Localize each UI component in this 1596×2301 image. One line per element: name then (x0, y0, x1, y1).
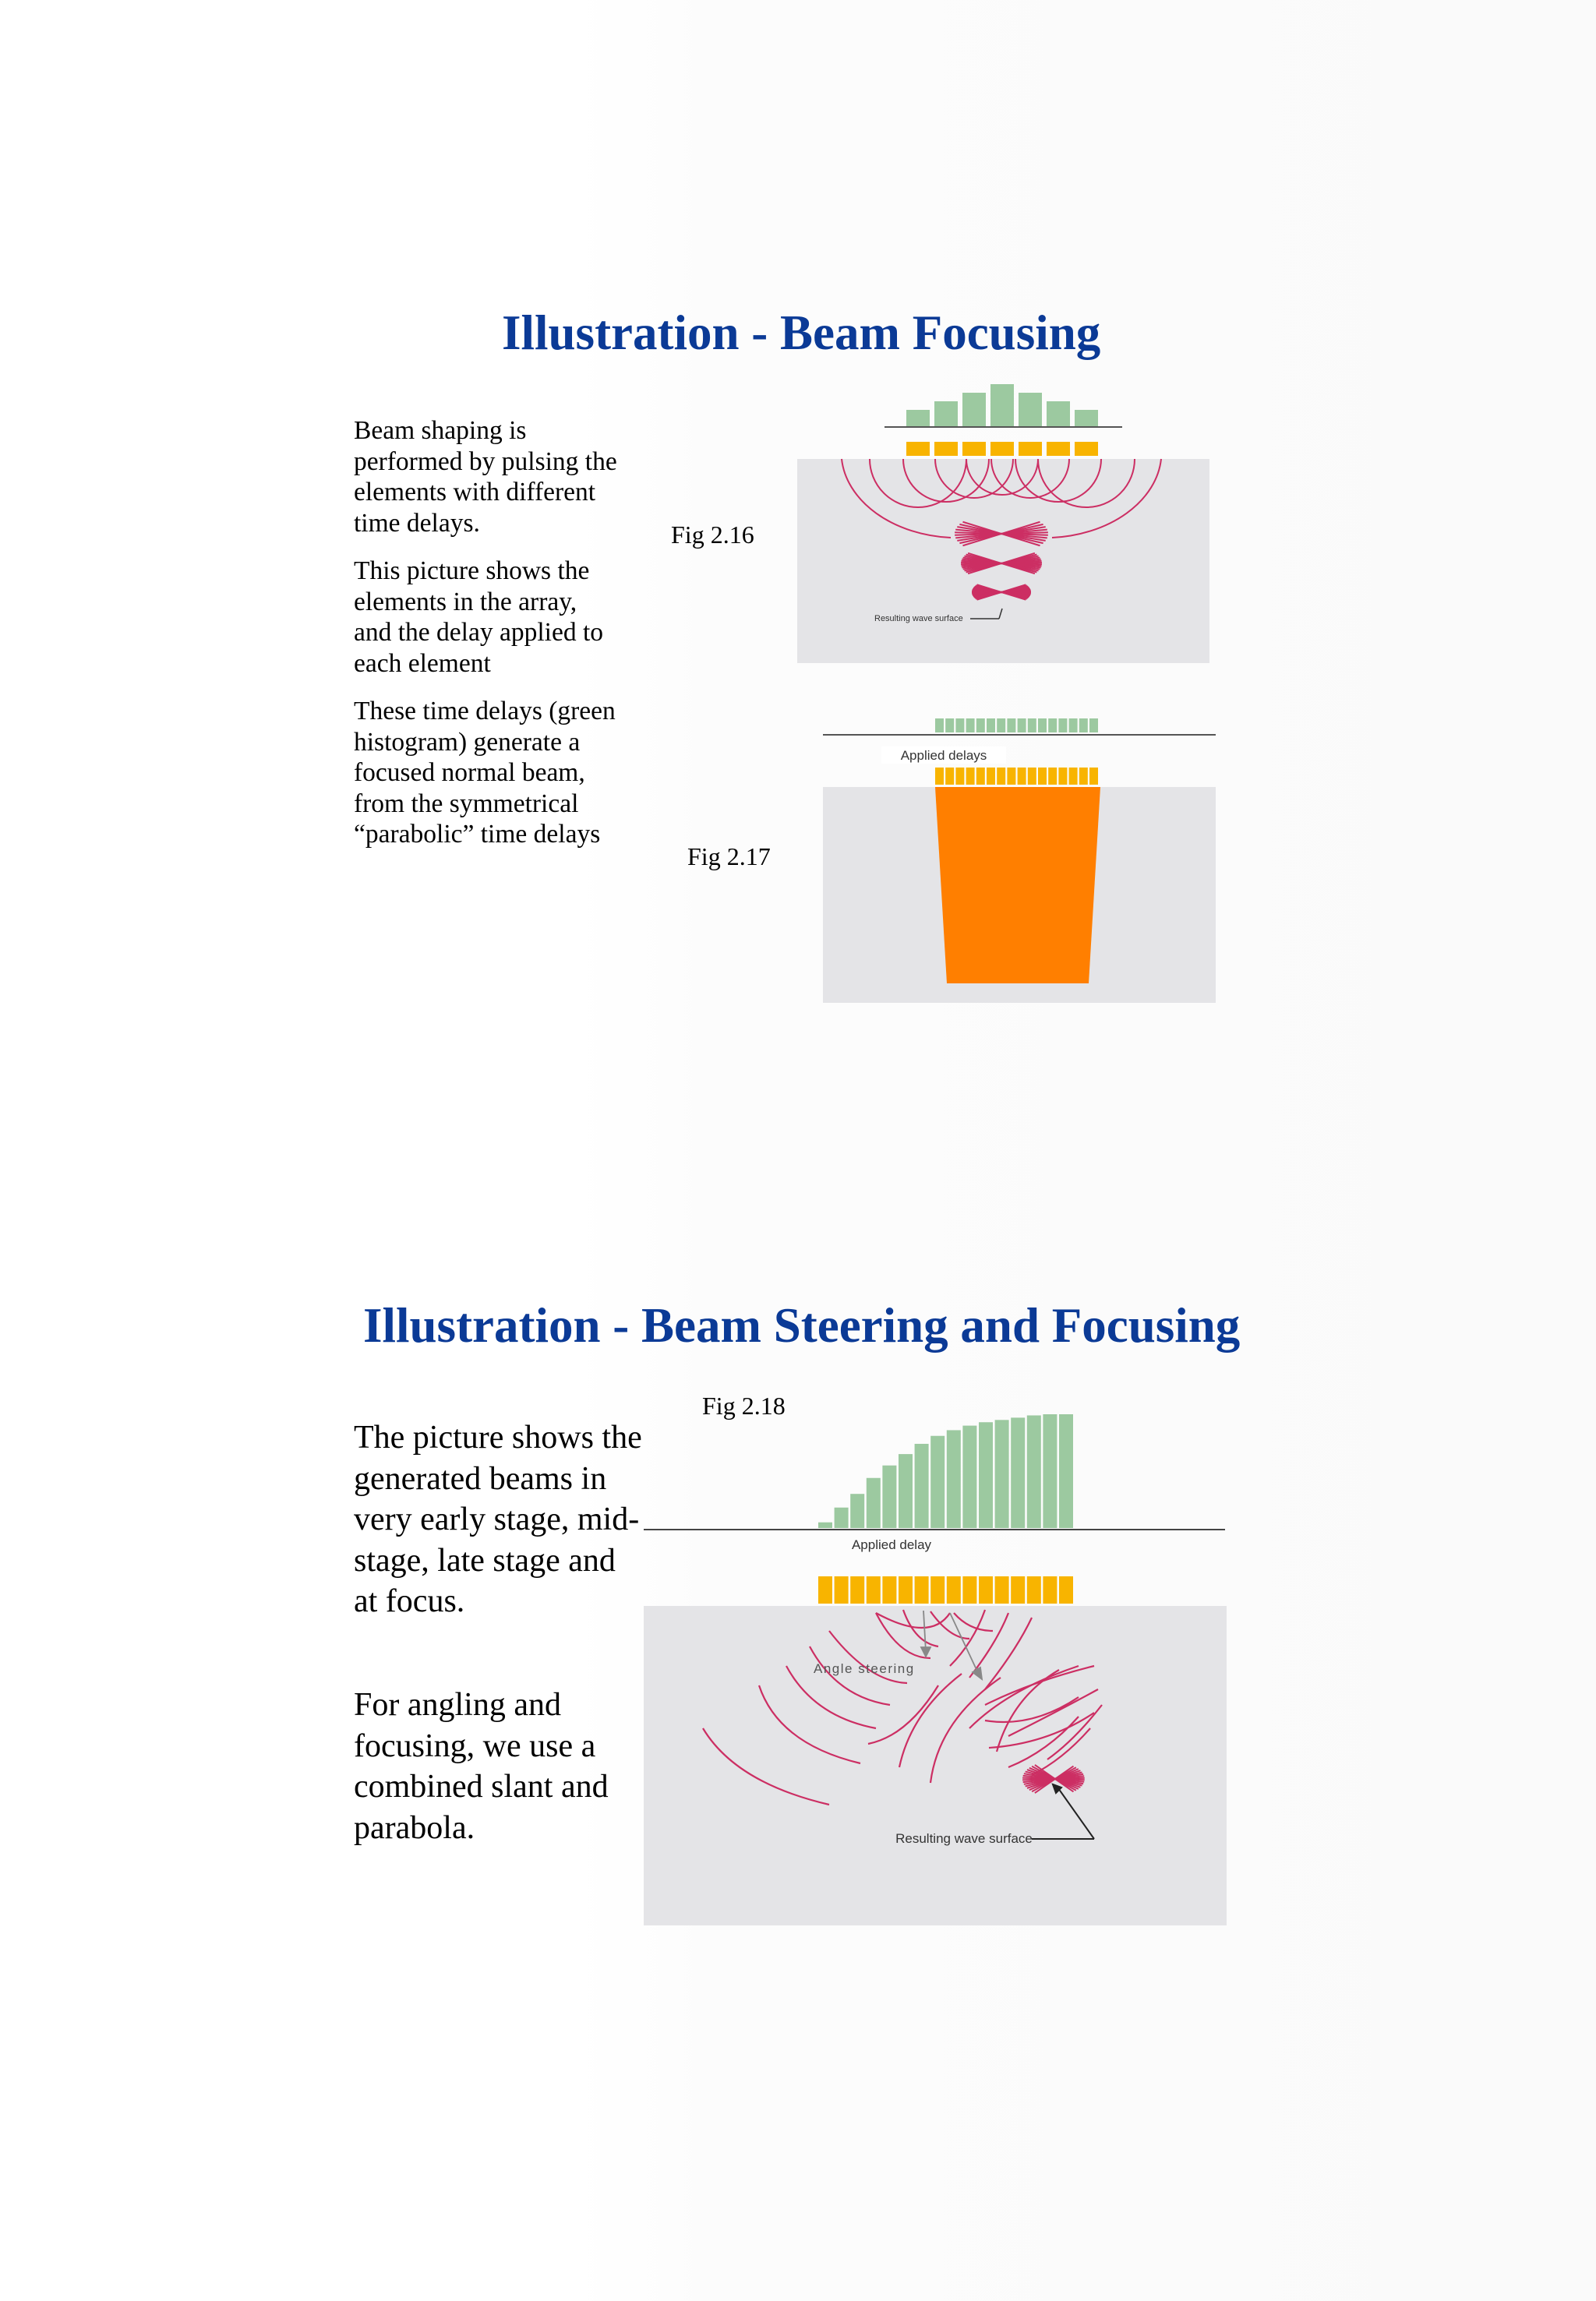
delay-bar (882, 1466, 896, 1528)
array-element (1043, 1576, 1057, 1604)
array-element (1089, 768, 1098, 785)
delay-bar (1069, 718, 1078, 732)
fig-2-18-label: Fig 2.18 (702, 1392, 786, 1420)
array-element (962, 442, 986, 456)
delay-bar (930, 1436, 945, 1528)
delay-bar (945, 718, 954, 732)
array-element (882, 1576, 896, 1604)
fig-2-17-diagram (820, 715, 1217, 1004)
array-element (979, 1576, 993, 1604)
delay-bar (1079, 718, 1088, 732)
delay-bar (934, 401, 958, 427)
delay-bar (1043, 1414, 1057, 1528)
fig-2-18-annotation-top: Applied delay (851, 1537, 932, 1552)
delay-bar (962, 393, 986, 427)
fig-2-16-diagram (795, 378, 1211, 665)
array-element (850, 1576, 864, 1604)
fig-2-17-label: Fig 2.17 (687, 842, 771, 870)
delay-bar (987, 718, 995, 732)
array-element (995, 1576, 1009, 1604)
array-element (1069, 768, 1078, 785)
array-element (899, 1576, 913, 1604)
array-element (1018, 768, 1026, 785)
delay-bar (1059, 1414, 1073, 1528)
array-element (947, 1576, 961, 1604)
array-element (976, 768, 985, 785)
array-element (934, 442, 958, 456)
array-element (1011, 1576, 1025, 1604)
array-element (1027, 1576, 1041, 1604)
fig-2-18-annotation-angle: Angle steering (814, 1661, 915, 1676)
delay-bar (1038, 718, 1047, 732)
delay-bar (1047, 401, 1070, 427)
array-element (997, 768, 1005, 785)
fig-2-18-annotation-bottom: Resulting wave surface (895, 1831, 1033, 1846)
delay-bar (1027, 1415, 1041, 1528)
delay-bar (1058, 718, 1067, 732)
array-element (1047, 442, 1070, 456)
delay-bar (818, 1523, 832, 1528)
array-element (962, 1576, 976, 1604)
delay-bar (955, 718, 964, 732)
delay-bar (935, 718, 944, 732)
delay-bar (997, 718, 1005, 732)
array-element (1075, 442, 1098, 456)
array-element (906, 442, 930, 456)
delay-bar (966, 718, 975, 732)
delay-bar (1019, 393, 1042, 427)
array-element (1007, 768, 1015, 785)
array-element (1048, 768, 1057, 785)
delay-bar (990, 384, 1014, 427)
array-element (1038, 768, 1047, 785)
delay-bar (835, 1508, 849, 1528)
array-element (835, 1576, 849, 1604)
section1-paragraph-1: Beam shaping is performed by pulsing the elements with different time delays. (354, 416, 617, 538)
array-element (818, 1576, 832, 1604)
fig-2-18-diagram (642, 1409, 1227, 1927)
array-element (955, 768, 964, 785)
delay-bar (979, 1422, 993, 1528)
fig-2-16-label: Fig 2.16 (671, 521, 754, 549)
delay-bar (1007, 718, 1015, 732)
section1-paragraph-2: This picture shows the elements in the array, and the delay applied to each element (354, 556, 604, 678)
delay-bar (1089, 718, 1098, 732)
delay-bar (906, 410, 930, 427)
array-element (1059, 1576, 1073, 1604)
array-element (945, 768, 954, 785)
delay-bar (867, 1478, 881, 1528)
array-element (930, 1576, 945, 1604)
delay-bar (962, 1426, 976, 1528)
array-element (990, 442, 1014, 456)
delay-bar (915, 1444, 929, 1528)
array-element (915, 1576, 929, 1604)
section2-heading: Illustration - Beam Steering and Focusing (363, 1298, 1241, 1353)
array-element (1079, 768, 1088, 785)
array-element (1058, 768, 1067, 785)
delay-bar (899, 1454, 913, 1528)
array-element (935, 768, 944, 785)
array-element (966, 768, 975, 785)
section1-heading: Illustration - Beam Focusing (502, 305, 1101, 360)
delay-bar (976, 718, 985, 732)
delay-bar (947, 1430, 961, 1528)
fig-2-18-material-block (644, 1606, 1227, 1925)
fig-2-16-annotation: Resulting wave surface (874, 614, 963, 623)
delay-bar (1028, 718, 1036, 732)
delay-bar (850, 1494, 864, 1528)
array-element (1028, 768, 1036, 785)
fig-2-16-material-block (797, 459, 1209, 663)
fig-2-17-focused-beam (935, 787, 1100, 983)
section2-paragraph-1: The picture shows the generated beams in very early stage, mid-stage, late stage and at focus. (354, 1420, 642, 1619)
array-element (1019, 442, 1042, 456)
delay-bar (1011, 1417, 1025, 1528)
array-element (867, 1576, 881, 1604)
section2-paragraph-2: For angling and focusing, we use a combined slant and parabola. (354, 1687, 609, 1846)
delay-bar (1018, 718, 1026, 732)
section1-paragraph-3: These time delays (green histogram) generate a focused normal beam, from the symmetrical “parabolic” time delays (354, 697, 616, 849)
delay-bar (995, 1420, 1009, 1528)
array-element (987, 768, 995, 785)
delay-bar (1075, 410, 1098, 427)
fig-2-17-annotation: Applied delays (900, 748, 987, 763)
delay-bar (1048, 718, 1057, 732)
